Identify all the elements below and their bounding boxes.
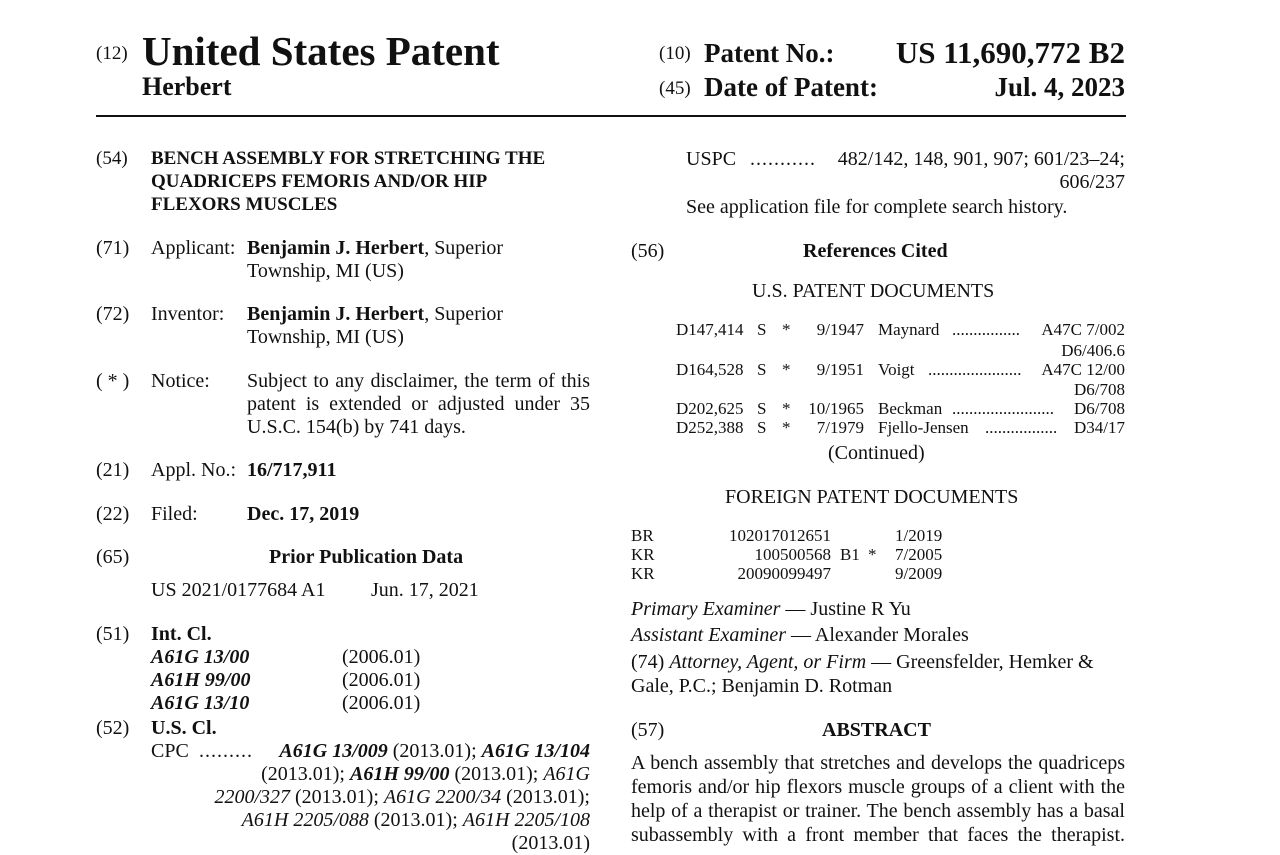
us-cl-heading: U.S. Cl.: [151, 717, 217, 739]
inventor-line2: Township, MI (US): [247, 326, 404, 348]
us-doc-class-secondary: D6/708: [1074, 380, 1125, 399]
cpc-leader-dots: .........: [199, 740, 253, 762]
code-56: (56): [631, 240, 665, 262]
cpc-class: A61G: [543, 763, 590, 785]
cpc-version: (2013.01);: [387, 740, 482, 762]
cpc-version: (2013.01);: [501, 786, 590, 808]
invention-title-line: BENCH ASSEMBLY FOR STRETCHING THE: [151, 148, 546, 169]
abstract-heading: ABSTRACT: [822, 719, 931, 741]
cpc-class: A61H 99/00: [349, 763, 450, 785]
cpc-line: [240, 740, 590, 763]
foreign-doc-kind: B1: [840, 545, 860, 564]
appl-no-label: Appl. No.:: [151, 459, 236, 481]
foreign-doc-date: 1/2019: [895, 526, 943, 545]
us-patent-documents-heading: U.S. PATENT DOCUMENTS: [752, 280, 995, 302]
us-doc-class-secondary: D6/406.6: [1061, 341, 1125, 360]
us-doc-class: D34/17: [1074, 418, 1125, 437]
notice-label: Notice:: [151, 370, 210, 392]
us-doc-class: A47C 7/002: [1041, 320, 1125, 339]
abstract-line: A bench assembly that stretches and develops the quadriceps: [631, 752, 1125, 774]
us-doc-name: Beckman: [878, 399, 943, 418]
code-45: (45): [659, 78, 691, 99]
inventor-line1: [247, 303, 503, 326]
date-of-patent: Jul. 4, 2023: [994, 72, 1125, 102]
us-doc-class: A47C 12/00: [1041, 360, 1125, 379]
us-doc-date: 9/1947: [816, 320, 864, 339]
code-71: (71): [96, 237, 130, 259]
cpc-label: CPC: [151, 740, 189, 762]
foreign-doc-star: *: [868, 545, 877, 564]
date-label: Date of Patent:: [704, 72, 878, 102]
foreign-doc-country: BR: [631, 526, 654, 545]
appl-no-value: 16/717,911: [247, 459, 337, 481]
header-rule: [96, 115, 1126, 117]
prior-publication-date: Jun. 17, 2021: [371, 579, 479, 601]
foreign-doc-date: 7/2005: [895, 545, 943, 564]
prior-publication-heading: Prior Publication Data: [269, 546, 464, 568]
inventor-surname: Herbert: [142, 72, 232, 101]
us-doc-leader-dots: ........................: [952, 399, 1054, 418]
us-doc-leader-dots: .................: [985, 418, 1058, 437]
code-52: (52): [96, 717, 130, 739]
primary-examiner-name: — Justine R Yu: [780, 598, 911, 620]
primary-examiner: [631, 598, 911, 621]
inventor-location: , Superior: [424, 303, 504, 325]
assistant-examiner: [631, 624, 969, 647]
foreign-patent-documents-heading: FOREIGN PATENT DOCUMENTS: [725, 486, 1019, 508]
uspc-label: USPC: [686, 148, 737, 170]
us-doc-name: Voigt: [878, 360, 915, 379]
cpc-line: [151, 763, 590, 786]
foreign-doc-date: 9/2009: [895, 564, 943, 583]
us-doc-star: *: [782, 360, 791, 379]
int-cl-version: (2006.01): [342, 646, 421, 668]
abstract-line: help of a therapist or trainer. The bench assembly has a basal: [631, 800, 1125, 822]
us-doc-star: *: [782, 399, 791, 418]
cpc-version: (2013.01);: [449, 763, 544, 785]
code-51: (51): [96, 623, 130, 645]
applicant-name: Benjamin J. Herbert: [247, 237, 425, 259]
attorney-firm: — Greensfelder, Hemker &: [866, 651, 1094, 673]
int-cl-version: (2006.01): [342, 692, 421, 714]
references-heading: References Cited: [803, 240, 948, 262]
int-cl-class: A61H 99/00: [151, 669, 251, 691]
code-54: (54): [96, 148, 128, 169]
notice-line: U.S.C. 154(b) by 741 days.: [247, 416, 466, 438]
invention-title-line: FLEXORS MUSCLES: [151, 194, 338, 215]
int-cl-class: A61G 13/10: [151, 692, 250, 714]
foreign-doc-number: 100500568: [754, 545, 831, 564]
uspc-leader-dots: ...........: [750, 148, 816, 170]
applicant-line1: [247, 237, 503, 260]
us-doc-number: D202,625: [676, 399, 744, 418]
code-12: (12): [96, 43, 128, 64]
cpc-class: A61G 2200/34: [383, 786, 502, 808]
code-10: (10): [659, 43, 691, 64]
cpc-class: A61H 2205/088: [241, 809, 369, 831]
int-cl-version: (2006.01): [342, 669, 421, 691]
us-doc-date: 7/1979: [816, 418, 864, 437]
us-doc-kind: S: [757, 418, 767, 437]
us-doc-kind: S: [757, 360, 767, 379]
cpc-class: 2200/327: [214, 786, 290, 808]
foreign-doc-number: 20090099497: [737, 564, 831, 583]
us-doc-leader-dots: ......................: [928, 360, 1022, 379]
cpc-line: [151, 809, 590, 832]
cpc-class: A61H 2205/108: [462, 809, 590, 831]
continued-note: (Continued): [828, 442, 925, 464]
us-doc-class: D6/708: [1074, 399, 1125, 418]
attorney-label: Attorney, Agent, or Firm: [669, 651, 867, 673]
abstract-line: subassembly with a front member that faces the therapist.: [631, 824, 1125, 846]
cpc-line: [151, 786, 590, 809]
us-doc-star: *: [782, 418, 791, 437]
filed-value: Dec. 17, 2019: [247, 503, 360, 525]
search-history-note: See application file for complete search history.: [686, 196, 1068, 218]
filed-label: Filed:: [151, 503, 198, 525]
inventor-name: Benjamin J. Herbert: [247, 303, 425, 325]
primary-examiner-label: Primary Examiner: [631, 598, 781, 620]
us-doc-star: *: [782, 320, 791, 339]
code-74: (74): [631, 651, 665, 673]
prior-publication-number: US 2021/0177684 A1: [151, 579, 326, 601]
code-21: (21): [96, 459, 130, 481]
us-doc-number: D252,388: [676, 418, 744, 437]
int-cl-class: A61G 13/00: [151, 646, 250, 668]
assistant-examiner-label: Assistant Examiner: [631, 624, 786, 646]
patent-number: US 11,690,772 B2: [895, 35, 1125, 70]
attorney-line2: Gale, P.C.; Benjamin D. Rotman: [631, 675, 893, 697]
cpc-version: (2013.01);: [261, 763, 350, 785]
foreign-doc-number: 102017012651: [729, 526, 831, 545]
inventor-label: Inventor:: [151, 303, 225, 325]
us-doc-name: Maynard: [878, 320, 940, 339]
cpc-version: (2013.01);: [290, 786, 384, 808]
cpc-class: A61G 13/009: [279, 740, 388, 762]
us-doc-number: D164,528: [676, 360, 744, 379]
code-72: (72): [96, 303, 130, 325]
uspc-value-line: 482/142, 148, 901, 907; 601/23–24;: [837, 148, 1125, 170]
uspc-value-line: 606/237: [1059, 171, 1125, 193]
us-doc-kind: S: [757, 399, 767, 418]
us-doc-date: 10/1965: [808, 399, 864, 418]
code-65: (65): [96, 546, 130, 568]
patent-number-label: Patent No.:: [704, 38, 835, 68]
notice-code: ( * ): [96, 370, 130, 392]
foreign-doc-country: KR: [631, 564, 655, 583]
assistant-examiner-name: — Alexander Morales: [786, 624, 969, 646]
us-doc-number: D147,414: [676, 320, 744, 339]
applicant-line2: Township, MI (US): [247, 260, 404, 282]
foreign-doc-country: KR: [631, 545, 655, 564]
us-doc-kind: S: [757, 320, 767, 339]
applicant-location: , Superior: [424, 237, 504, 259]
code-57: (57): [631, 719, 665, 741]
notice-line: Subject to any disclaimer, the term of this: [247, 370, 590, 392]
int-cl-heading: Int. Cl.: [151, 623, 212, 645]
applicant-label: Applicant:: [151, 237, 236, 259]
attorney-line: [631, 651, 1094, 674]
cpc-line: (2013.01): [511, 832, 590, 854]
us-doc-date: 9/1951: [816, 360, 864, 379]
us-doc-name: Fjello-Jensen: [878, 418, 969, 437]
code-22: (22): [96, 503, 130, 525]
us-doc-leader-dots: ................: [952, 320, 1020, 339]
document-title: United States Patent: [142, 28, 500, 74]
abstract-line: femoris and/or hip flexors muscle groups of a client with the: [631, 776, 1125, 798]
notice-line: patent is extended or adjusted under 35: [247, 393, 590, 415]
cpc-class: A61G 13/104: [481, 740, 590, 762]
cpc-version: (2013.01);: [368, 809, 463, 831]
invention-title-line: QUADRICEPS FEMORIS AND/OR HIP: [151, 171, 488, 192]
